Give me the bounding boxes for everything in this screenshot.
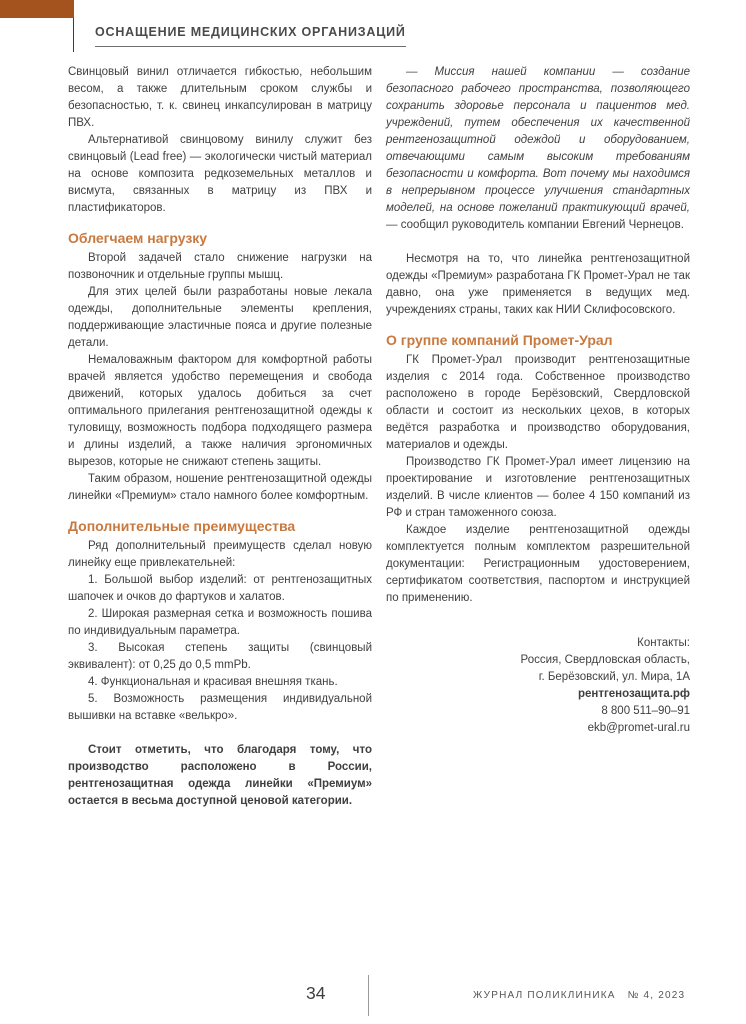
list-item: 4. Функциональная и красивая внешняя ткань.: [88, 676, 338, 688]
contacts-block: [386, 635, 690, 737]
list-item: 2. Широкая размерная сетка и возможность пошива по индивидуальным параметра.: [68, 608, 372, 637]
quote-paragraph: [386, 64, 690, 234]
section-heading-advantages: Дополнительные преимущества: [68, 518, 296, 534]
paragraph: Второй задачей стало снижение нагрузки на позвоночник и отдельные группы мышц.: [68, 252, 372, 281]
journal-title: ЖУРНАЛ ПОЛИКЛИНИКА: [473, 990, 616, 1001]
footer-divider-line: [368, 975, 369, 1016]
section-heading-load-relief: Облегчаем нагрузку: [68, 230, 208, 246]
highlight-paragraph: Стоит отметить, что благодаря тому, что производство расположено в России, рентгенозащитная одежда линейки «Премиум» остается в весьма доступной ценовой категории.: [68, 744, 372, 807]
column-right: [386, 64, 690, 810]
paragraph: Таким образом, ношение рентгенозащитной одежды линейки «Премиум» стало намного более комфортным.: [68, 473, 372, 502]
contact-address-line1: Россия, Свердловская область,: [520, 654, 690, 666]
paragraph: Альтернативой свинцовому винилу служит без свинцовый (Lead free) — экологически чистый материал на основе композита редкоземельных металлов и висмута, связанных в матрицу из ПВХ и пластификаторов.: [68, 134, 372, 214]
list-item: 3. Высокая степень защиты (свинцовый эквивалент): от 0,25 до 0,5 mmPb.: [68, 642, 372, 671]
quote-attribution: сообщил руководитель компании Евгений Чернецов.: [400, 219, 684, 231]
contact-email: ekb@promet-ural.ru: [587, 722, 690, 734]
section-title: ОСНАЩЕНИЕ МЕДИЦИНСКИХ ОРГАНИЗАЦИЙ: [95, 25, 406, 39]
corner-accent-line: [73, 18, 74, 52]
quote-text: — Миссия нашей компании — создание безопасного рабочего пространства, позволяющего сохранить здоровье персонала и пациентов мед. учреждений, путем обеспечения их качественной рентгенозащитной одеждой и оборудованием, отвечающими самым высоким требованиям безопасности и комфорта. Вот почему мы находимся в непрерывном процессе улучшения стандартных моделей, на основе пожеланий практикующий врачей, —: [386, 66, 690, 231]
paragraph: Несмотря на то, что линейка рентгенозащитной одежды «Премиум» разработана ГК Промет-Урал не так давно, она уже применяется в ведущих мед. учреждениях страны, таких как НИИ Склифосовского.: [386, 253, 690, 316]
paragraph: Каждое изделие рентгенозащитной одежды комплектуется полным комплектом разрешительной документации: Регистрационным удостоверением, сертификатом соответствия, паспортом и инструкцией по применению.: [386, 524, 690, 604]
section-heading-company-group: О группе компаний Промет-Урал: [386, 332, 613, 348]
paragraph: Немаловажным фактором для комфортной работы врачей является удобство перемещения и свобода движений, которых удалось добиться за счет оптимального прилегания рентгенозащитной одежды к туловищу, возможность подбора подходящего размера и длины изделий, а также наличия эргономичных вырезов, которые не снижают степень защиты.: [68, 354, 372, 468]
corner-accent-bar: [0, 0, 74, 18]
paragraph: Производство ГК Промет-Урал имеет лицензию на проектирование и изготовление рентгенозащитных изделий. В числе клиентов — более 4 150 компаний из РФ и стран таможенного союза.: [386, 456, 690, 519]
contacts-label: Контакты:: [637, 637, 690, 649]
page-number: 34: [306, 983, 326, 1003]
paragraph: Ряд дополнительный преимуществ сделал новую линейку еще привлекательней:: [68, 540, 372, 569]
contact-phone: 8 800 511–90–91: [601, 705, 690, 717]
paragraph: Для этих целей были разработаны новые лекала одежды, дополнительные элементы крепления, поддерживающие эластичные пояса и другие полезные детали.: [68, 286, 372, 349]
paragraph: Свинцовый винил отличается гибкостью, небольшим весом, а также длительным сроком службы и безопасностью, т. к. свинец инкапсулирован в матрицу ПВХ.: [68, 66, 372, 129]
journal-issue: № 4, 2023: [627, 990, 686, 1001]
contact-address-line2: г. Берёзовский, ул. Мира, 1А: [538, 671, 690, 683]
paragraph: ГК Промет-Урал производит рентгенозащитные изделия с 2014 года. Собственное производство расположено в городе Берёзовский, Свердловской области и состоит из нескольких цехов, в которых ведётся разработка и производство оборудования, материалов и одежды.: [386, 354, 690, 451]
list-item: 5. Возможность размещения индивидуальной вышивки на вставке «велькро».: [68, 693, 372, 722]
footer-journal-info: [473, 990, 685, 1001]
section-header: [95, 25, 406, 47]
list-item: 1. Большой выбор изделий: от рентгенозащитных шапочек и очков до фартуков и халатов.: [68, 574, 372, 603]
contact-website: рентгенозащита.рф: [577, 688, 690, 700]
column-left: [68, 64, 372, 810]
article-body: [68, 64, 690, 810]
